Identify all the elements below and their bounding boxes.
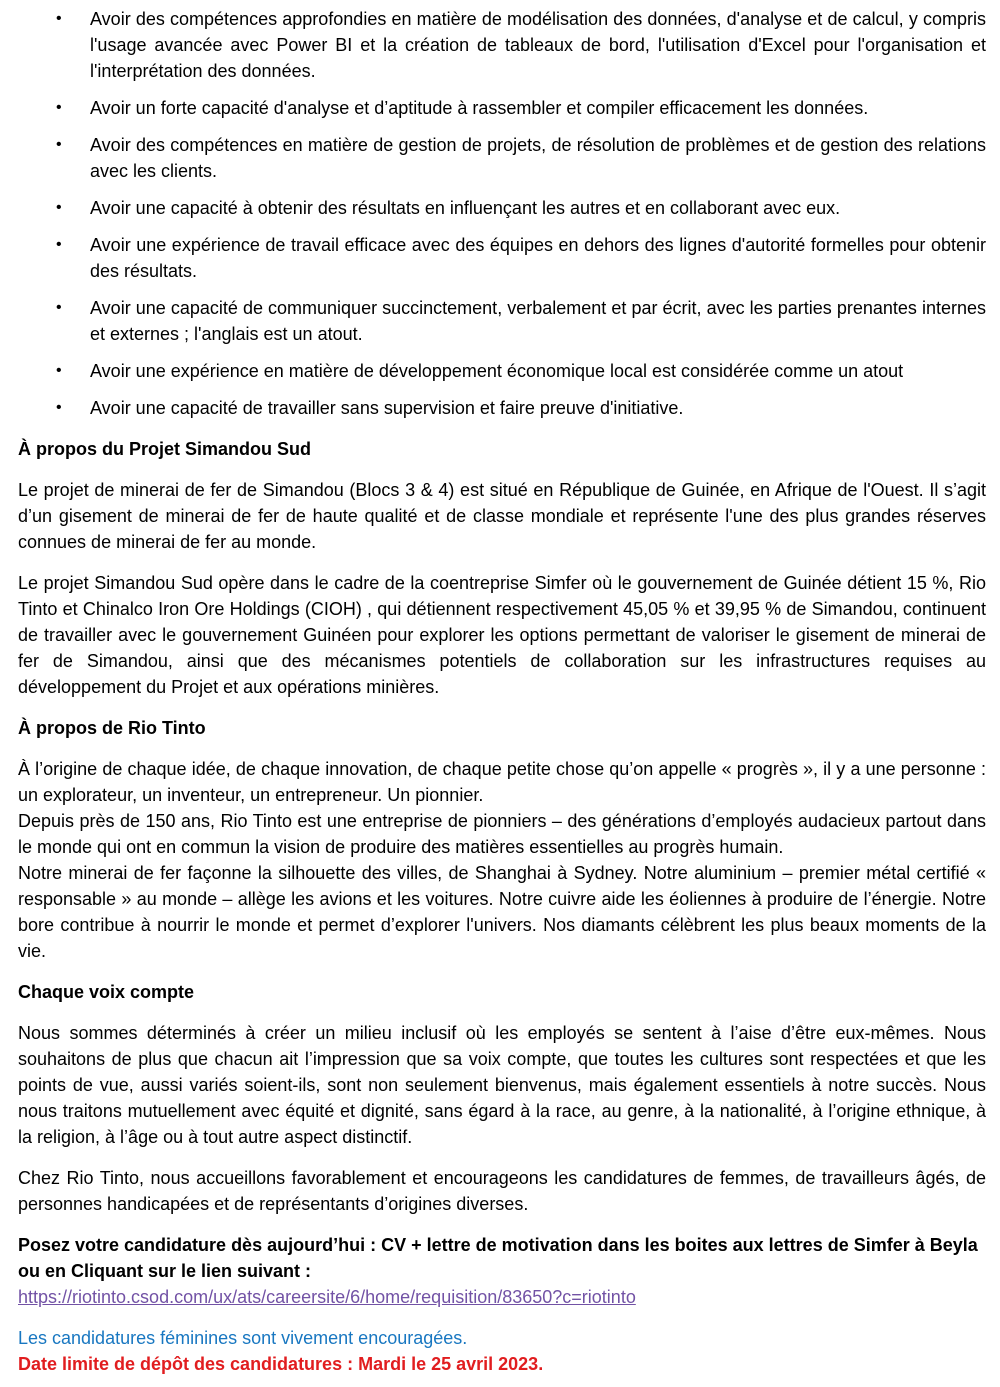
every-voice-paragraph-2: Chez Rio Tinto, nous accueillons favorablement et encourageons les candidatures de femmes, de travailleurs âgés, de personnes handicapées et de représentants d’origines diverses. bbox=[18, 1168, 986, 1214]
female-candidates-notice: Les candidatures féminines sont vivement encouragées. bbox=[18, 1328, 468, 1348]
bullet-text: Avoir une capacité à obtenir des résultats en influençant les autres et en collaborant avec eux. bbox=[90, 198, 841, 218]
bullet-text: Avoir une expérience en matière de développement économique local est considérée comme un atout bbox=[90, 361, 904, 381]
bullet-text: Avoir un forte capacité d'analyse et d’aptitude à rassembler et compiler efficacement les données. bbox=[90, 98, 869, 118]
list-item bbox=[18, 195, 986, 221]
rio-tinto-paragraph-group bbox=[18, 756, 986, 964]
list-item bbox=[18, 232, 986, 284]
section-heading-simandou: À propos du Projet Simandou Sud bbox=[18, 439, 312, 459]
apply-cta-text: Posez votre candidature dès aujourd’hui : CV + lettre de motivation dans les boites aux lettres de Simfer à Beyla ou en Cliquant sur le lien suivant : bbox=[18, 1235, 978, 1281]
section-heading-rio-tinto: À propos de Rio Tinto bbox=[18, 718, 206, 738]
bullet-icon: • bbox=[56, 299, 62, 316]
bullet-text: Avoir une expérience de travail efficace avec des équipes en dehors des lignes d'autorité formelles pour obtenir des résultats. bbox=[90, 235, 986, 281]
bullet-icon: • bbox=[56, 362, 62, 379]
rio-tinto-paragraph-3: Notre minerai de fer façonne la silhouette des villes, de Shanghai à Sydney. Notre aluminium – premier métal certifié « responsable » au monde – allège les avions et les voitures. Notre cuivre aide les éoliennes à produire de l’énergie. Notre bore contribue à nourrir le monde et permet d’explorer l'univers. Nos diamants célèbrent les plus beaux moments de la vie. bbox=[18, 863, 986, 961]
apply-link-line bbox=[18, 1284, 986, 1310]
bullet-icon: • bbox=[56, 99, 62, 116]
application-link[interactable]: https://riotinto.csod.com/ux/ats/careersite/6/home/requisition/83650?c=riotinto bbox=[18, 1287, 636, 1307]
rio-tinto-paragraph-1: À l’origine de chaque idée, de chaque innovation, de chaque petite chose qu’on appelle « progrès », il y a une personne : un explorateur, un inventeur, un entrepreneur. Un pionnier. bbox=[18, 759, 986, 805]
deadline-notice: Date limite de dépôt des candidatures : Mardi le 25 avril 2023. bbox=[18, 1354, 544, 1374]
job-posting-document bbox=[18, 6, 986, 1377]
simandou-paragraph-1: Le projet de minerai de fer de Simandou (Blocs 3 & 4) est situé en République de Guinée, en Afrique de l'Ouest. Il s’agit d’un gisement de minerai de fer de haute qualité et de classe mondiale et représente l'une des plus grandes réserves connues de minerai de fer au monde. bbox=[18, 480, 986, 552]
bullet-icon: • bbox=[56, 10, 62, 27]
bullet-text: Avoir des compétences en matière de gestion de projets, de résolution de problèmes et de gestion des relations avec les clients. bbox=[90, 135, 986, 181]
list-item bbox=[18, 295, 986, 347]
bullet-icon: • bbox=[56, 136, 62, 153]
list-item bbox=[18, 6, 986, 84]
bullet-text: Avoir une capacité de communiquer succinctement, verbalement et par écrit, avec les parties prenantes internes et externes ; l'anglais est un atout. bbox=[90, 298, 986, 344]
rio-tinto-paragraph-2: Depuis près de 150 ans, Rio Tinto est une entreprise de pionniers – des générations d’employés audacieux partout dans le monde qui ont en commun la vision de produire des matières essentielles au progrès humain. bbox=[18, 811, 986, 857]
every-voice-paragraph-1: Nous sommes déterminés à créer un milieu inclusif où les employés se sentent à l’aise d’être eux-mêmes. Nous souhaitons de plus que chacun ait l’impression que sa voix compte, que toutes les cultures sont respectées et que les points de vue, aussi variés soient-ils, sont non seulement bienvenus, mais également essentiels à notre succès. Nous nous traitons mutuellement avec équité et dignité, sans égard à la race, au genre, à la nationalité, à l’origine ethnique, à la religion, à l’âge ou à tout autre aspect distinctif. bbox=[18, 1023, 986, 1147]
bullet-icon: • bbox=[56, 199, 62, 216]
list-item bbox=[18, 395, 986, 421]
section-heading-every-voice: Chaque voix compte bbox=[18, 982, 195, 1002]
list-item bbox=[18, 132, 986, 184]
competencies-bullet-list bbox=[18, 6, 986, 421]
bullet-icon: • bbox=[56, 236, 62, 253]
simandou-paragraph-2: Le projet Simandou Sud opère dans le cadre de la coentreprise Simfer où le gouvernement de Guinée détient 15 %, Rio Tinto et Chinalco Iron Ore Holdings (CIOH) , qui détiennent respectivement 45,05 % et 39,95 % de Simandou, continuent de travailler avec le gouvernement Guinéen pour explorer les options permettant de valoriser le gisement de minerai de fer de Simandou, ainsi que des mécanismes potentiels de collaboration sur les infrastructures requises au développement du Projet et aux opérations minières. bbox=[18, 573, 986, 697]
list-item bbox=[18, 95, 986, 121]
bullet-icon: • bbox=[56, 399, 62, 416]
bullet-text: Avoir des compétences approfondies en matière de modélisation des données, d'analyse et de calcul, y compris l'usage avancée avec Power BI et la création de tableaux de bord, l'utilisation d'Excel pour l'organisation et l'interprétation des données. bbox=[90, 9, 986, 81]
list-item bbox=[18, 358, 986, 384]
bullet-text: Avoir une capacité de travailler sans supervision et faire preuve d'initiative. bbox=[90, 398, 684, 418]
